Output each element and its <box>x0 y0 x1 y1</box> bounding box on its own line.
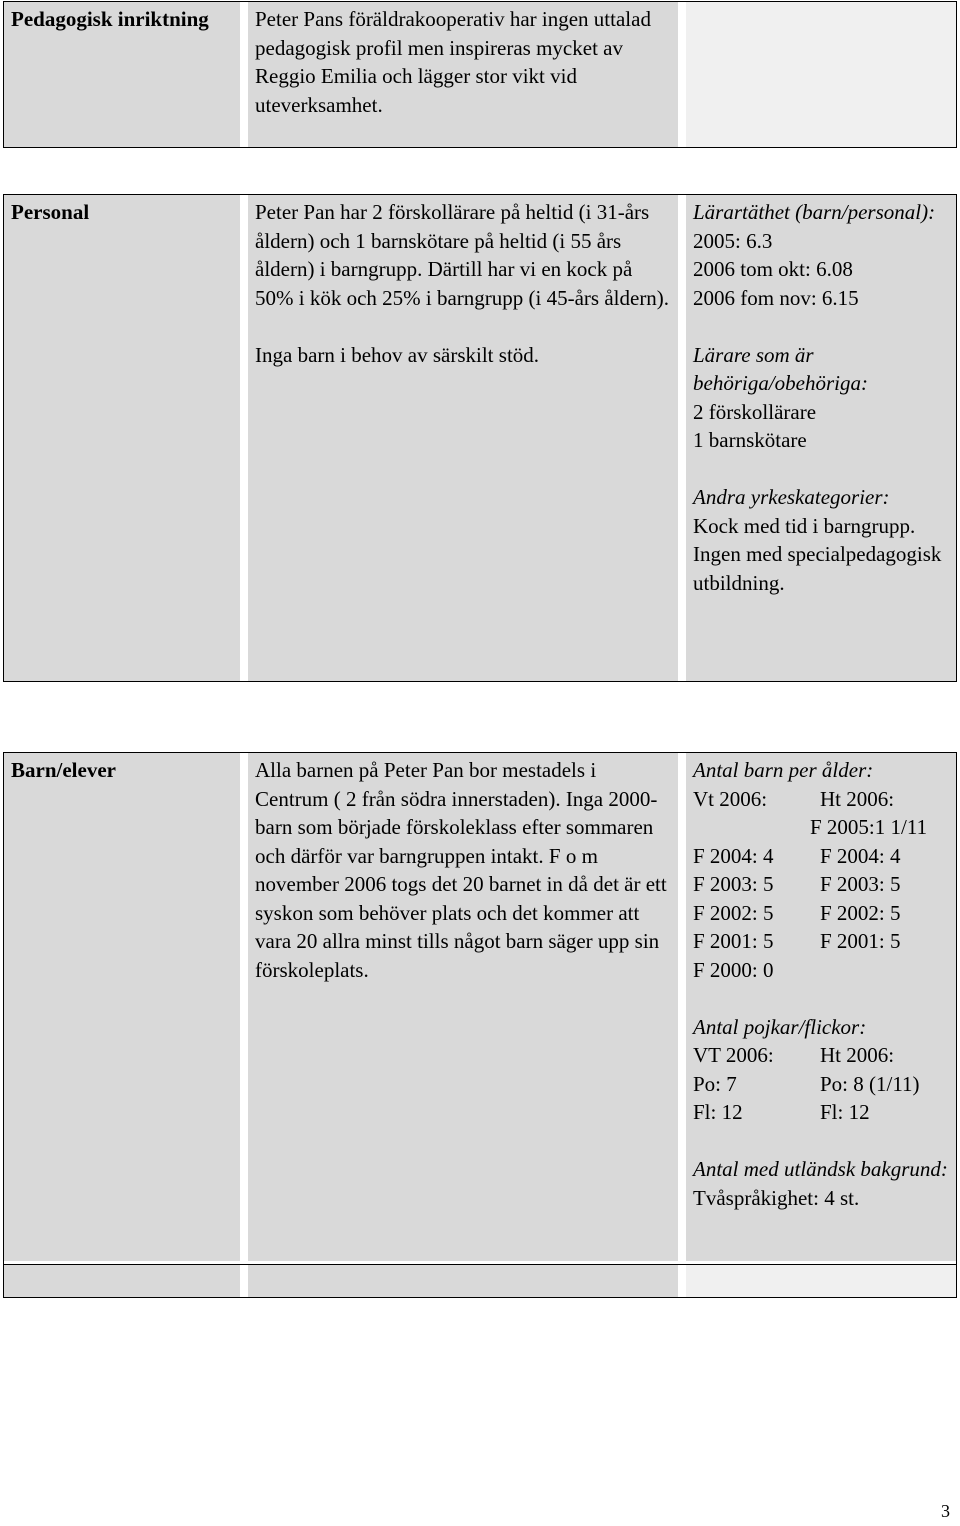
pedagogik-text: Peter Pans föräldrakooperativ har ingen uttalad pedagogisk profil men inspireras mycket av Reggio Emilia och lägger stor vikt vid uteverksamhet. <box>248 2 682 147</box>
gender-row: Fl: 12 Fl: 12 <box>693 1100 870 1124</box>
age-row: F 2000: 0 <box>693 957 774 982</box>
barn-text: Alla barnen på Peter Pan bor mestadels i Centrum ( 2 från södra innerstaden). Inga 2000-barn som började förskoleklass efter sommaren och därför var barngruppen intakt. F o m november 2006 togs det 20 barnet in då det är ett syskon som behöver plats och det kommer att vara 20 allra minst tills något barn säger upp sin förskoleplats. <box>248 753 682 1261</box>
ratio-line: 2006 tom okt: 6.08 <box>693 257 853 281</box>
foreign-text: Tvåspråkighet: 4 st. <box>693 1185 860 1210</box>
age-row: F 2005:1 1/11 <box>810 815 928 839</box>
ratio-line: 2005: 6.3 <box>693 228 773 253</box>
personal-table <box>3 194 957 682</box>
age-heading: Antal barn per ålder: <box>693 758 874 782</box>
personal-stats-cell <box>686 195 956 681</box>
personal-text-1: Peter Pan har 2 förskollärare på heltid (i 31-års åldern) och 1 barnskötare på heltid (i 55 års åldern) i barngrupp. Därtill har vi en kock på 50% i kök och 25% i barngrupp (i 45-års åldern). <box>255 200 670 310</box>
age-row: Vt 2006: Ht 2006: <box>693 786 895 811</box>
age-row: F 2003: 5 F 2003: 5 <box>693 872 901 896</box>
gender-row: Po: 7 Po: 8 (1/11) <box>693 1071 920 1096</box>
gender-heading: Antal pojkar/flickor: <box>693 1014 867 1039</box>
gender-row: VT 2006: Ht 2006: <box>693 1043 895 1067</box>
age-row: F 2001: 5 F 2001: 5 <box>693 929 901 953</box>
personal-label: Personal <box>4 195 244 681</box>
pedagogik-empty-cell <box>686 2 956 147</box>
barn-empty-row <box>4 1264 956 1297</box>
qual-line: 2 förskollärare <box>693 399 817 424</box>
personal-text-cell <box>248 195 682 681</box>
other-text: Kock med tid i barngrupp. Ingen med specialpedagogisk utbildning. <box>693 513 942 595</box>
barn-label: Barn/elever <box>4 753 244 1261</box>
pedagogik-table <box>3 1 957 148</box>
personal-text-2: Inga barn i behov av särskilt stöd. <box>255 342 540 367</box>
ratio-line: 2006 fom nov: 6.15 <box>693 285 859 310</box>
page-number: 3 <box>941 1501 950 1521</box>
ratio-heading: Lärartäthet (barn/personal): <box>693 200 936 224</box>
qual-line: 1 barnskötare <box>693 428 807 452</box>
age-row: F 2004: 4 F 2004: 4 <box>693 843 901 868</box>
foreign-heading: Antal med utländsk bakgrund: <box>693 1157 948 1181</box>
barn-table <box>3 752 957 1298</box>
barn-stats-cell <box>686 753 956 1261</box>
pedagogik-label: Pedagogisk inriktning <box>4 2 244 147</box>
age-row: F 2002: 5 F 2002: 5 <box>693 900 901 925</box>
qual-heading: Lärare som är behöriga/obehöriga: <box>693 342 868 395</box>
other-heading: Andra yrkeskategorier: <box>693 485 890 509</box>
